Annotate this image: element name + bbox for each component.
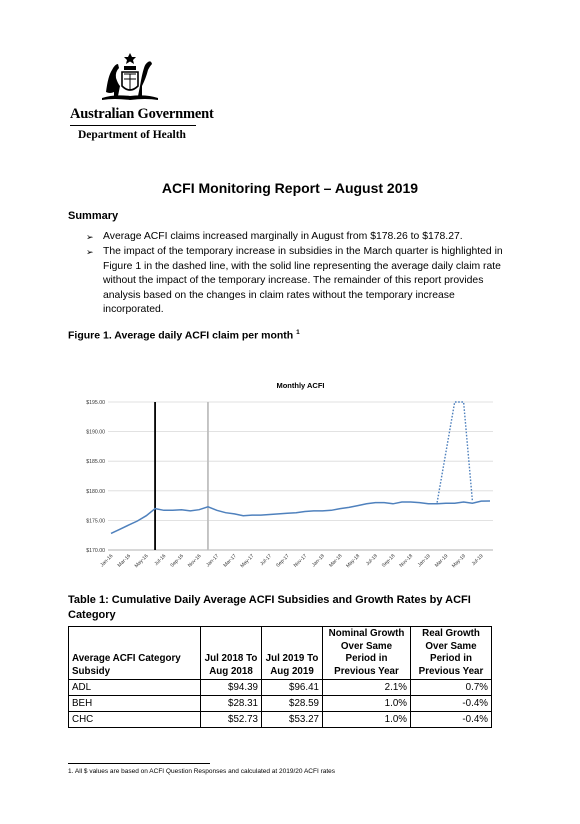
x-tick-label: Jul-17 xyxy=(259,553,274,568)
chart-title: Monthly ACFI xyxy=(276,381,325,390)
arrow-bullet-icon: ➢ xyxy=(86,232,94,242)
table-cell: $53.27 xyxy=(262,712,323,728)
average-claim-solid-line xyxy=(111,501,490,533)
summary-bullet-text: The impact of the temporary increase in subsidies in the March quarter is highlighted in Figure 1 in the dashed line, with the solid line representing the average daily claim rate without the impact of the temporary increase. The remainder of this report provides analysis based on the changes in claim rates without the temporary increase incorporated. xyxy=(103,246,503,316)
x-tick-label: Sep-18 xyxy=(380,553,397,569)
x-tick-label: Jul-18 xyxy=(364,553,379,568)
table-cell: $52.73 xyxy=(201,712,262,728)
table-cell: 2.1% xyxy=(323,680,411,696)
arrow-bullet-icon: ➢ xyxy=(86,247,94,257)
x-tick-label: Nov-16 xyxy=(186,553,203,569)
table-header-cell: Nominal Growth Over Same Period in Previous Year xyxy=(323,627,411,680)
table-cell: BEH xyxy=(69,696,201,712)
x-tick-label: Nov-18 xyxy=(398,553,415,569)
figure-caption xyxy=(68,329,300,342)
y-tick-label: $190.00 xyxy=(86,429,105,436)
table-cell: $28.31 xyxy=(201,696,262,712)
x-tick-label: Jan-18 xyxy=(310,553,326,569)
x-tick-label: Mar-16 xyxy=(116,553,133,569)
y-tick-label: $185.00 xyxy=(86,459,105,466)
summary-heading: Summary xyxy=(68,210,119,222)
x-tick-label: Jul-19 xyxy=(470,553,485,568)
table-cell: 0.7% xyxy=(411,680,492,696)
x-tick-label: Nov-17 xyxy=(292,553,309,569)
table-cell: -0.4% xyxy=(411,712,492,728)
footnote-divider xyxy=(68,763,210,764)
table-cell: $96.41 xyxy=(262,680,323,696)
table-cell: 1.0% xyxy=(323,696,411,712)
x-tick-label: May-17 xyxy=(239,553,256,570)
header-divider xyxy=(70,125,196,126)
table-cell: -0.4% xyxy=(411,696,492,712)
x-tick-label: May-19 xyxy=(450,553,467,570)
summary-bullet xyxy=(86,230,516,245)
x-tick-label: May-18 xyxy=(345,553,362,570)
monthly-acfi-chart xyxy=(68,372,508,582)
x-tick-label: Mar-17 xyxy=(222,553,238,569)
x-tick-label: Jan-19 xyxy=(416,553,432,569)
y-tick-label: $175.00 xyxy=(86,518,105,525)
chart-svg xyxy=(68,372,508,582)
table-caption: Table 1: Cumulative Daily Average ACFI Subsidies and Growth Rates by ACFI Category xyxy=(68,594,471,621)
table-header-cell: Average ACFI Category Subsidy xyxy=(69,627,201,680)
x-tick-label: Mar-18 xyxy=(328,553,344,569)
table-cell: 1.0% xyxy=(323,712,411,728)
y-tick-label: $195.00 xyxy=(86,400,105,406)
figure-caption-text: Figure 1. Average daily ACFI claim per month xyxy=(68,329,294,342)
y-tick-label: $180.00 xyxy=(86,488,105,495)
org-name: Australian Government xyxy=(70,106,214,122)
table-header-cell: Real Growth Over Same Period in Previous Year xyxy=(411,627,492,680)
table-row xyxy=(69,680,492,696)
summary-bullet xyxy=(86,245,516,318)
x-tick-label: Sep-17 xyxy=(275,553,291,569)
x-tick-label: Mar-19 xyxy=(433,553,450,569)
y-tick-label: $170.00 xyxy=(86,548,105,554)
footnote-reference: 1 xyxy=(296,329,300,336)
table-cell: CHC xyxy=(69,712,201,728)
x-tick-label: Jul-16 xyxy=(153,553,168,568)
x-tick-label: Jan-16 xyxy=(99,553,115,569)
x-tick-label: Jan-17 xyxy=(205,553,221,569)
x-tick-label: Sep-16 xyxy=(169,553,185,569)
footnote: 1. All $ values are based on ACFI Question Responses and calculated at 2019/20 ACFI rates xyxy=(68,768,336,775)
table-cell: ADL xyxy=(69,680,201,696)
table-cell: $28.59 xyxy=(262,696,323,712)
coat-of-arms-logo xyxy=(98,52,162,106)
x-tick-label: May-16 xyxy=(133,553,150,570)
acfi-category-table xyxy=(68,626,492,728)
table-cell: $94.39 xyxy=(201,680,262,696)
report-title: ACFI Monitoring Report – August 2019 xyxy=(161,180,419,196)
table-header-cell: Jul 2019 To Aug 2019 xyxy=(262,627,323,680)
table-row xyxy=(69,712,492,728)
table-header-row xyxy=(69,627,492,680)
summary-bullet-text: Average ACFI claims increased marginally in August from $178.26 to $178.27. xyxy=(103,231,463,242)
department-name: Department of Health xyxy=(78,129,186,141)
table-header-cell: Jul 2018 To Aug 2018 xyxy=(201,627,262,680)
table-row xyxy=(69,696,492,712)
temporary-increase-dashed-line xyxy=(437,402,472,503)
